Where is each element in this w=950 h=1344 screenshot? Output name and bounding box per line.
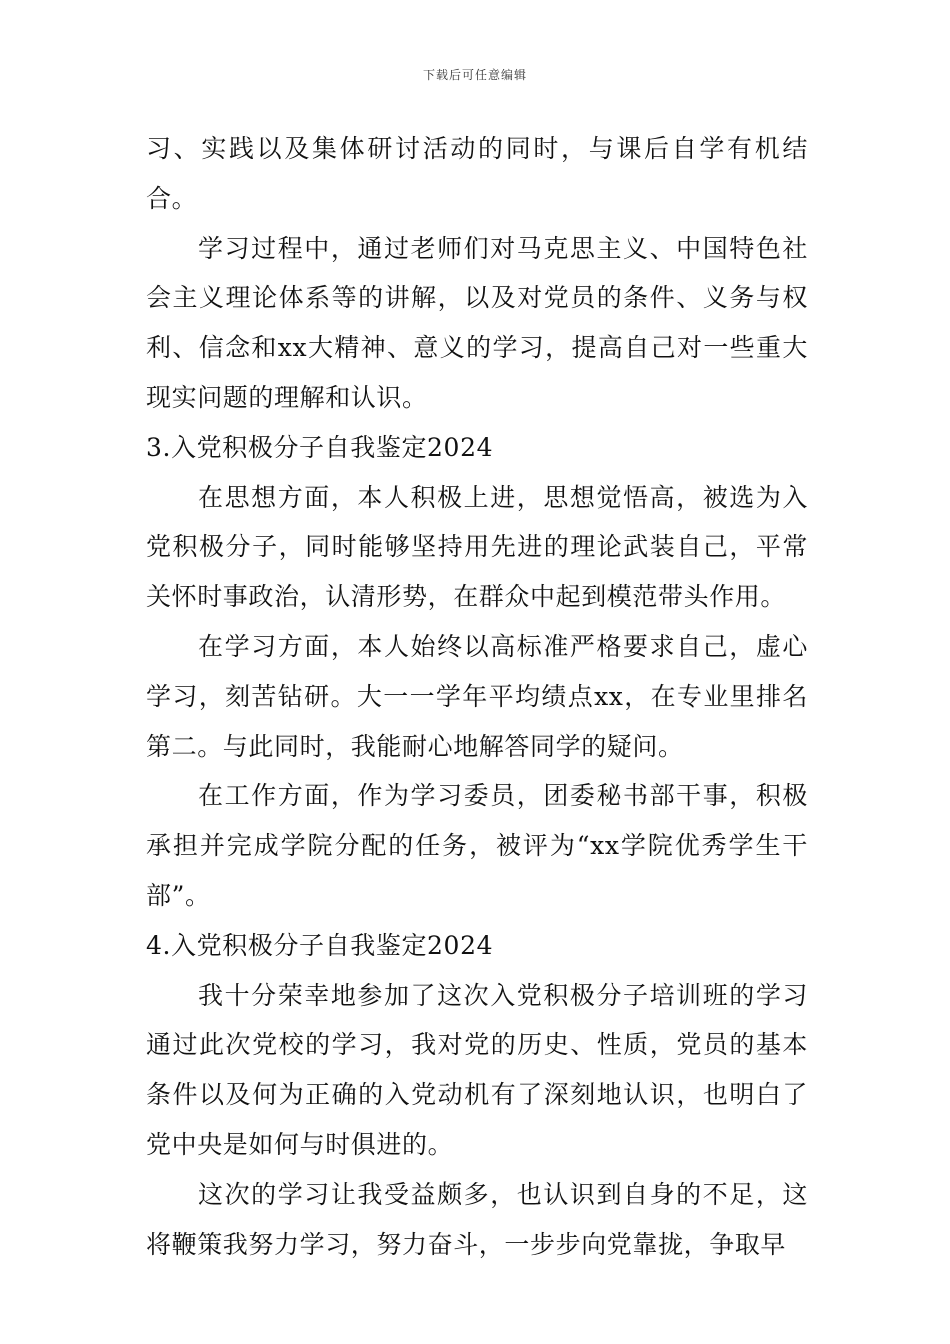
paragraph-continuation: 习、实践以及集体研讨活动的同时，与课后自学有机结合。 [146, 134, 808, 213]
page-header: 下载后可任意编辑 [422, 68, 527, 82]
section-heading: 3.入党积极分子自我鉴定2024 [146, 432, 494, 462]
paragraph: 学习过程中，通过老师们对马克思主义、中国特色社会主义理论体系等的讲解，以及对党员的条件、义务与权利、信念和xx大精神、意义的学习，提高自己对一些重大现实问题的理解和认识。 [146, 233, 808, 412]
section-heading: 4.入党积极分子自我鉴定2024 [146, 930, 494, 960]
paragraph: 在学习方面，本人始终以高标准严格要求自己，虚心学习，刻苦钻研。大一一学年平均绩点xx，在专业里排名第二。与此同时，我能耐心地解答同学的疑问。 [146, 631, 808, 761]
paragraph: 在思想方面，本人积极上进，思想觉悟高，被选为入党积极分子，同时能够坚持用先进的理论武装自己，平常关怀时事政治，认清形势，在群众中起到模范带头作用。 [146, 482, 808, 612]
paragraph: 这次的学习让我受益颇多，也认识到自身的不足，这将鞭策我努力学习，努力奋斗，一步步向党靠拢，争取早 [146, 1179, 808, 1259]
document-body [146, 124, 808, 1269]
paragraph: 我十分荣幸地参加了这次入党积极分子培训班的学习通过此次党校的学习，我对党的历史、性质，党员的基本条件以及何为正确的入党动机有了深刻地认识，也明白了党中央是如何与时俱进的。 [146, 980, 808, 1159]
paragraph: 在工作方面，作为学习委员，团委秘书部干事，积极承担并完成学院分配的任务，被评为“xx学院优秀学生干部”。 [146, 781, 808, 910]
